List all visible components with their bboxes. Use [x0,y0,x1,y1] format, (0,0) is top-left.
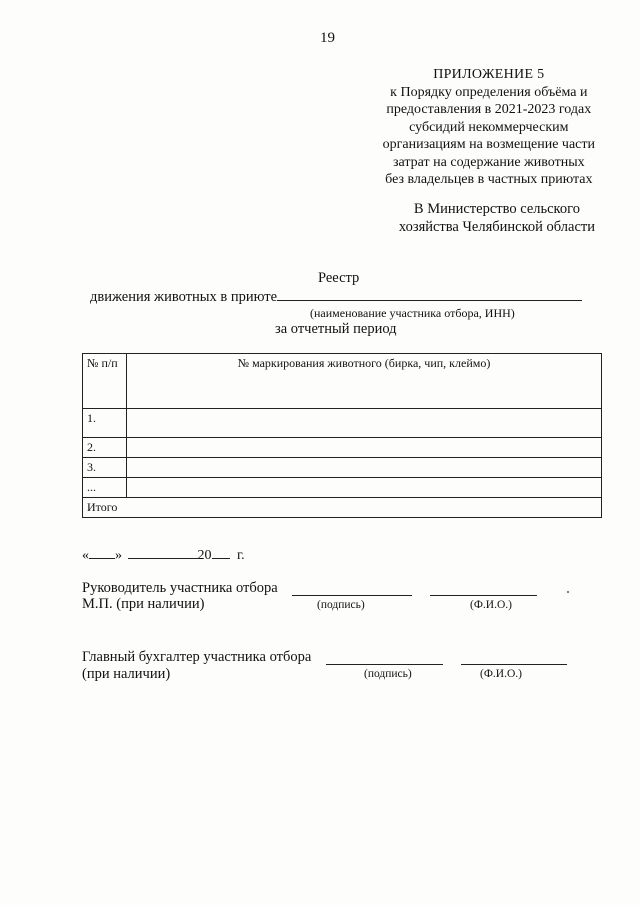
year-prefix: 20 [197,548,212,563]
row-marking-cell[interactable] [127,458,602,478]
month-field[interactable] [128,546,198,559]
accountant-signature-label: Главный бухгалтер участника отбора [82,649,312,665]
register-title: Реестр [318,270,360,286]
table-total-row [83,498,602,518]
day-field[interactable] [89,546,115,559]
register-subtitle-text: движения животных в приюте [90,289,278,305]
register-subtitle [90,287,582,306]
appendix-line: затрат на содержание животных [393,154,585,170]
page-number: 19 [320,30,335,46]
row-number: 1. [83,409,127,438]
accountant-signature-field[interactable] [326,652,443,665]
recipient-line: В Министерство сельского [413,201,580,217]
header-number: № п/п [83,354,127,409]
head-signature-label: Руководитель участника отбора [82,580,278,596]
row-number: 3. [83,458,127,478]
reporting-period: за отчетный период [275,321,397,337]
accountant-optional-label: (при наличии) [82,666,171,682]
table-row [83,478,602,498]
shelter-name-field[interactable] [277,287,582,301]
accountant-name-field[interactable] [461,652,567,665]
appendix-title: ПРИЛОЖЕНИЕ 5 [433,67,545,82]
appendix-header [383,66,595,189]
shelter-name-hint: (наименование участника отбора, ИНН) [310,306,515,320]
row-number: ... [83,478,127,498]
head-signature-hint: (подпись) [317,599,365,611]
appendix-line: без владельцев в частных приютах [385,172,593,187]
total-label: Итого [83,498,602,518]
row-number: 2. [83,438,127,458]
date-close-quote: » [115,548,122,563]
row-marking-cell[interactable] [127,409,602,438]
appendix-line: предоставления в 2021-2023 годах [386,102,592,117]
recipient-block [399,200,595,236]
table-row [83,438,602,458]
head-stamp-label: М.П. (при наличии) [82,596,205,612]
register-table [82,353,602,518]
appendix-line: к Порядку определения объёма и [390,84,588,100]
accountant-name-hint: (Ф.И.О.) [480,668,522,680]
table-row [83,409,602,438]
appendix-line: субсидий некоммерческим [409,119,569,135]
row-marking-cell[interactable] [127,478,602,498]
scan-speck [567,591,569,593]
row-marking-cell[interactable] [127,438,602,458]
year-field[interactable] [212,546,230,559]
head-name-field[interactable] [430,583,537,596]
table-row [83,458,602,478]
recipient-line: хозяйства Челябинской области [398,219,595,235]
appendix-line: организациям на возмещение части [382,137,595,152]
head-signature-field[interactable] [292,583,412,596]
table-header-row [83,354,602,409]
year-suffix: г. [237,548,245,563]
header-marking: № маркирования животного (бирка, чип, клеймо) [127,354,602,409]
date-line [82,546,245,564]
date-open-quote: « [82,548,89,563]
accountant-signature-hint: (подпись) [364,668,412,680]
head-name-hint: (Ф.И.О.) [470,599,512,611]
